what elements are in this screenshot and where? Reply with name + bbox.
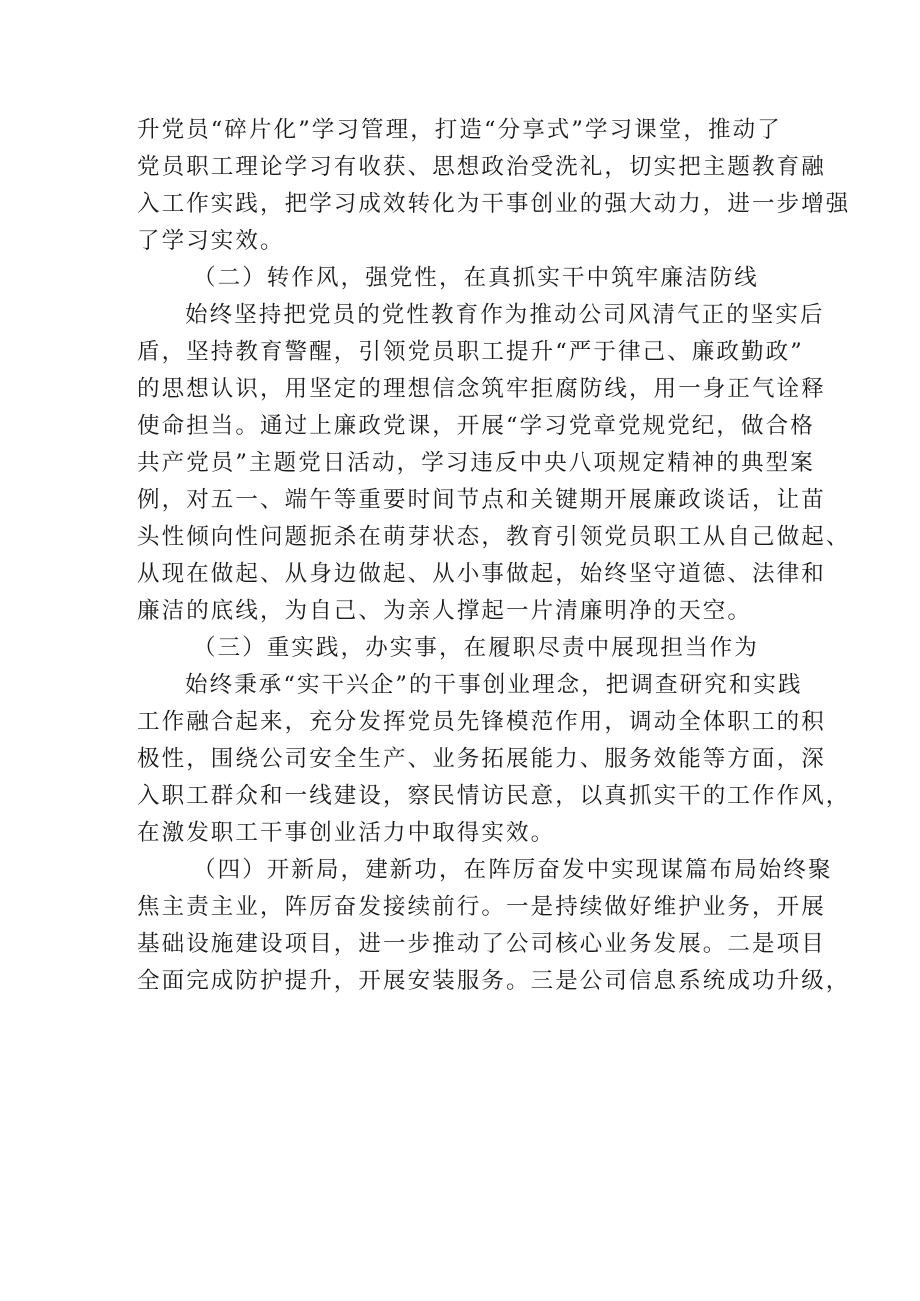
section-heading-4: （四）开新局，建新功，在阵厉奋发中实现谋篇布局始终聚: [193, 857, 833, 883]
text-line: 入职工群众和一线建设，察民情访民意，以真抓实干的工作作风，: [137, 783, 851, 809]
text-line: 焦主责主业，阵厉奋发接续前行。一是持续做好维护业务，开展: [137, 894, 826, 920]
text-line: 的思想认识，用坚定的理想信念筑牢拒腐防线，用一身正气诠释: [137, 376, 826, 402]
text-line: 极性，围绕公司安全生产、业务拓展能力、服务效能等方面，深: [137, 746, 826, 772]
text-line: 使命担当。通过上廉政党课，开展“学习党章党规党纪，做合格: [137, 413, 815, 439]
text-line: 头性倾向性问题扼杀在萌芽状态，教育引领党员职工从自己做起、: [137, 524, 851, 550]
text-line: 入工作实践，把学习成效转化为干事创业的强大动力，进一步增强: [137, 191, 851, 217]
text-line: 例，对五一、端午等重要时间节点和关键期开展廉政谈话，让苗: [137, 487, 826, 513]
text-line: 基础设施建设项目，进一步推动了公司核心业务发展。二是项目: [137, 931, 826, 957]
section-heading-3: （三）重实践，办实事，在履职尽责中展现担当作为: [193, 635, 759, 661]
text-line: 在激发职工干事创业活力中取得实效。: [137, 820, 556, 846]
text-line: 了学习实效。: [137, 228, 285, 254]
text-line: 从现在做起、从身边做起、从小事做起，始终坚守道德、法律和: [137, 561, 826, 587]
text-line: 始终坚持把党员的党性教育作为推动公司风清气正的坚实后: [185, 302, 825, 328]
text-line: 共产党员”主题党日活动，学习违反中央八项规定精神的典型案: [137, 450, 815, 476]
text-line: 升党员“碎片化”学习管理，打造“分享式”学习课堂，推动了: [137, 117, 782, 143]
text-line: 工作融合起来，充分发挥党员先锋模范作用，调动全体职工的积: [137, 709, 826, 735]
text-line: 党员职工理论学习有收获、思想政治受洗礼，切实把主题教育融: [137, 154, 826, 180]
text-line: 廉洁的底线，为自己、为亲人撑起一片清廉明净的天空。: [137, 598, 753, 624]
document-body: [137, 112, 851, 1000]
section-heading-2: （二）转作风，强党性，在真抓实干中筑牢廉洁防线: [193, 265, 759, 291]
text-line: 盾，坚持教育警醒，引领党员职工提升“严于律己、廉政勤政”: [137, 339, 804, 365]
text-line: 全面完成防护提升，开展安装服务。三是公司信息系统成功升级，: [137, 968, 851, 994]
text-line: 始终秉承“实干兴企”的干事创业理念，把调查研究和实践: [185, 672, 803, 698]
